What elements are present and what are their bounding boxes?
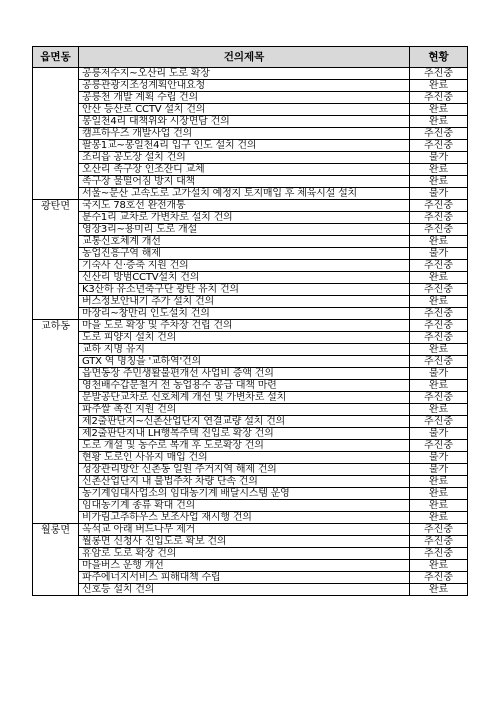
proposal-title-cell: 제2출판단지내 LH행복주택 진입로 확장 건의 <box>79 428 410 440</box>
proposal-title-cell: 봉일천4리 대책위와 시장면담 건의 <box>79 116 410 128</box>
proposal-title-cell: 제2출판단지~신촌산업단지 연결교량 설치 건의 <box>79 416 410 428</box>
table-row <box>33 392 468 404</box>
status-cell: 추진중 <box>410 356 468 368</box>
proposal-title-cell: 임대농기계 종류 확대 건의 <box>79 500 410 512</box>
proposal-title-cell: 캠프하우즈 개발사업 건의 <box>79 128 410 140</box>
status-cell: 완료 <box>410 404 468 416</box>
table-row <box>33 440 468 452</box>
table-row <box>33 356 468 368</box>
table-row <box>33 236 468 248</box>
table-row <box>33 368 468 380</box>
proposal-title-cell: 영장3리~용미리 도로 개설 <box>79 224 410 236</box>
proposal-title-cell: 신산리 방범CCTV설치 건의 <box>79 272 410 284</box>
status-cell: 추진중 <box>410 524 468 536</box>
status-cell: 완료 <box>410 500 468 512</box>
proposal-title-cell: 성장관리방안 신촌동 일원 주거지역 해제 건의 <box>79 464 410 476</box>
status-cell: 완료 <box>410 344 468 356</box>
table-row <box>33 512 468 524</box>
proposal-title-cell: 문발공단교차로 신호체계 개선 및 가변차로 설치 <box>79 392 410 404</box>
table-row <box>33 164 468 176</box>
proposal-title-cell: 농업진흥구역 해제 <box>79 248 410 260</box>
proposal-title-cell: 교하 지명 유지 <box>79 344 410 356</box>
status-cell: 불가 <box>410 464 468 476</box>
table-row <box>33 452 468 464</box>
proposal-title-cell: 공릉관광지조성계획안내요청 <box>79 80 410 92</box>
proposal-title-cell: 마을 도로 확장 및 주차장 건립 건의 <box>79 320 410 332</box>
status-cell: 추진중 <box>410 224 468 236</box>
status-cell: 추진중 <box>410 320 468 332</box>
status-cell: 완료 <box>410 176 468 188</box>
status-cell: 완료 <box>410 512 468 524</box>
table-row <box>33 380 468 392</box>
table-row <box>33 92 468 104</box>
header-row <box>33 47 468 68</box>
status-cell: 완료 <box>410 560 468 572</box>
proposal-title-cell: 공릉천 개발 계획 수립 건의 <box>79 92 410 104</box>
proposal-title-cell: 기숙사 신·증축 지원 건의 <box>79 260 410 272</box>
proposal-title-cell: 현황 도로인 사유지 매입 건의 <box>79 452 410 464</box>
table-row <box>33 404 468 416</box>
table-row <box>33 296 468 308</box>
proposal-title-cell: 신호등 설치 건의 <box>79 584 410 596</box>
table-row <box>33 68 468 80</box>
status-cell: 추진중 <box>410 440 468 452</box>
table-row <box>33 524 468 536</box>
table-body <box>33 68 468 596</box>
status-cell: 추진중 <box>410 308 468 320</box>
table-row <box>33 128 468 140</box>
proposal-title-cell: 안산 등산로 CCTV 설치 건의 <box>79 104 410 116</box>
proposal-title-cell: 영천배수갑문철거 전 농업용수 공급 대책 마련 <box>79 380 410 392</box>
status-cell: 추진중 <box>410 572 468 584</box>
status-cell: 불가 <box>410 248 468 260</box>
status-cell: 완료 <box>410 476 468 488</box>
proposal-title-cell: 국지도 78호선 완전개통 <box>79 200 410 212</box>
table-row <box>33 428 468 440</box>
status-cell: 완료 <box>410 164 468 176</box>
status-cell: 완료 <box>410 380 468 392</box>
table-row <box>33 488 468 500</box>
table-row <box>33 572 468 584</box>
proposal-title-cell: 분수1리 교차로 가변차로 설치 건의 <box>79 212 410 224</box>
table-row <box>33 308 468 320</box>
status-cell: 추진중 <box>410 548 468 560</box>
table-row <box>33 188 468 200</box>
table-row <box>33 200 468 212</box>
table-row <box>33 260 468 272</box>
table-row <box>33 248 468 260</box>
status-cell: 완료 <box>410 104 468 116</box>
table-row <box>33 176 468 188</box>
district-cell: 광탄면 <box>33 200 79 320</box>
proposal-title-cell: 마장리~창만리 인도설치 건의 <box>79 308 410 320</box>
proposal-title-cell: 오산리 족구장 인조잔디 교체 <box>79 164 410 176</box>
proposal-title-cell: 팔봉1교~봉일천4리 입구 인도 설치 건의 <box>79 140 410 152</box>
table-row <box>33 344 468 356</box>
status-cell: 추진중 <box>410 68 468 80</box>
status-cell: 추진중 <box>410 140 468 152</box>
status-cell: 추진중 <box>410 416 468 428</box>
status-cell: 불가 <box>410 452 468 464</box>
proposal-title-cell: 옥석교 아래 버드나무 제거 <box>79 524 410 536</box>
status-cell: 불가 <box>410 152 468 164</box>
table-row <box>33 500 468 512</box>
table-row <box>33 560 468 572</box>
status-cell: 추진중 <box>410 200 468 212</box>
status-cell: 추진중 <box>410 212 468 224</box>
proposal-title-cell: 읍면동장 주민생활불편개선 사업비 증액 건의 <box>79 368 410 380</box>
status-cell: 완료 <box>410 116 468 128</box>
proposal-title-cell: 파주쌀 촉진 지원 건의 <box>79 404 410 416</box>
table-row <box>33 284 468 296</box>
table-row <box>33 152 468 164</box>
proposal-status-table <box>32 46 468 596</box>
proposal-title-cell: 족구장 물떨어짐 방지 대책 <box>79 176 410 188</box>
status-cell: 추진중 <box>410 260 468 272</box>
proposal-title-cell: 교통신호체계 개선 <box>79 236 410 248</box>
table-row <box>33 464 468 476</box>
status-cell: 완료 <box>410 296 468 308</box>
proposal-title-cell: 공릉저수지~오산리 도로 확장 <box>79 68 410 80</box>
proposal-title-cell: GTX 역 명칭을 '교하역'건의 <box>79 356 410 368</box>
proposal-title-cell: K3산하 유소년축구단 광탄 유치 건의 <box>79 284 410 296</box>
status-cell: 완료 <box>410 80 468 92</box>
proposal-title-cell: 농기계임대사업소의 임대농기계 배달시스템 운영 <box>79 488 410 500</box>
table-row <box>33 212 468 224</box>
proposal-title-cell: 월롱면 신청사 진입도로 확보 건의 <box>79 536 410 548</box>
table-row <box>33 116 468 128</box>
table-row <box>33 224 468 236</box>
proposal-title-cell: 도로 개설 및 농수로 복개 후 도로확장 건의 <box>79 440 410 452</box>
status-cell: 추진중 <box>410 392 468 404</box>
proposal-title-cell: 휴암로 도로 확장 건의 <box>79 548 410 560</box>
status-cell: 완료 <box>410 488 468 500</box>
district-cell: 교하동 <box>33 320 79 524</box>
status-cell: 불가 <box>410 428 468 440</box>
proposal-title-cell: 조리읍 공도장 설치 건의 <box>79 152 410 164</box>
status-cell: 추진중 <box>410 332 468 344</box>
proposal-title-cell: 서울~문산 고속도로 고가설치 예정지 토지매입 후 체육시설 설치 <box>79 188 410 200</box>
proposal-title-cell: 파주에너지서비스 피해대책 수립 <box>79 572 410 584</box>
proposal-status-table-container <box>32 46 468 596</box>
table-row <box>33 272 468 284</box>
proposal-title-cell: 버스정보안내기 추가 설치 건의 <box>79 296 410 308</box>
table-row <box>33 80 468 92</box>
status-cell: 추진중 <box>410 536 468 548</box>
table-row <box>33 548 468 560</box>
status-cell: 추진중 <box>410 92 468 104</box>
status-cell: 완료 <box>410 272 468 284</box>
table-header <box>33 47 468 68</box>
header-status: 현황 <box>410 47 468 68</box>
table-row <box>33 332 468 344</box>
status-cell: 완료 <box>410 584 468 596</box>
district-cell <box>33 68 79 200</box>
proposal-title-cell: 도로 피양지 설치 건의 <box>79 332 410 344</box>
status-cell: 불가 <box>410 188 468 200</box>
status-cell: 완료 <box>410 236 468 248</box>
table-row <box>33 104 468 116</box>
proposal-title-cell: 비가림고추하우스 보조사업 재시행 건의 <box>79 512 410 524</box>
proposal-title-cell: 신촌산업단지 내 불법주차 차량 단속 건의 <box>79 476 410 488</box>
header-district: 읍면동 <box>33 47 79 68</box>
status-cell: 추진중 <box>410 128 468 140</box>
proposal-title-cell: 마을버스 운행 개선 <box>79 560 410 572</box>
table-row <box>33 416 468 428</box>
table-row <box>33 320 468 332</box>
table-row <box>33 476 468 488</box>
header-title: 건의제목 <box>79 47 410 68</box>
table-row <box>33 140 468 152</box>
status-cell: 추진중 <box>410 284 468 296</box>
district-cell: 월롱면 <box>33 524 79 596</box>
table-row <box>33 536 468 548</box>
status-cell: 불가 <box>410 368 468 380</box>
table-row <box>33 584 468 596</box>
